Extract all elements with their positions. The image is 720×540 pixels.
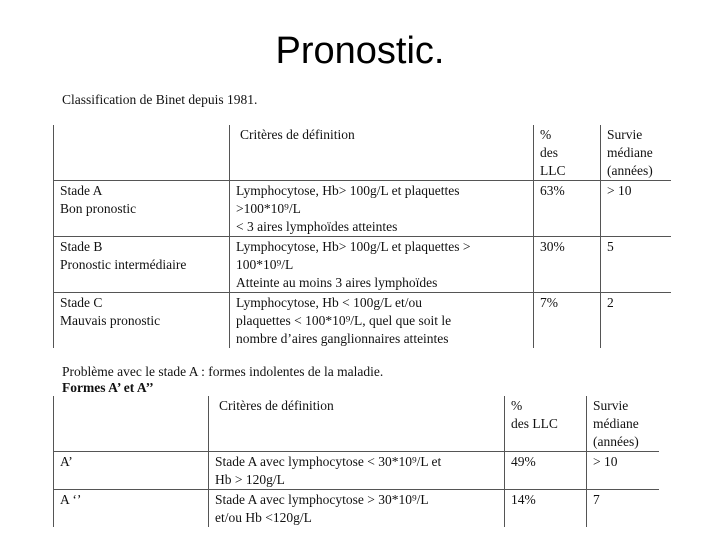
form-cell: A’	[54, 452, 209, 490]
stage-cell	[54, 293, 230, 349]
prognosis-label: Pronostic intermédiaire	[60, 257, 187, 272]
stage-label: Stade A	[60, 183, 103, 198]
criteria-line: Lymphocytose, Hb> 100g/L et plaquettes >	[236, 239, 471, 254]
header-empty-cell	[54, 396, 209, 452]
criteria-line: Stade A avec lymphocytose < 30*10⁹/L et	[215, 454, 442, 469]
prognosis-label: Bon pronostic	[60, 201, 137, 216]
percent-cell: 49%	[505, 452, 587, 490]
header-survival	[587, 396, 660, 452]
criteria-line: < 3 aires lymphoïdes atteintes	[236, 219, 398, 234]
table-header-row	[54, 396, 660, 452]
stage-cell	[54, 237, 230, 293]
header-survival-line: (années)	[593, 434, 639, 449]
criteria-cell	[230, 181, 534, 237]
survival-cell: > 10	[587, 452, 660, 490]
percent-cell: 7%	[534, 293, 601, 349]
header-percent-line: %	[540, 127, 552, 142]
header-percent	[534, 125, 601, 181]
criteria-cell	[230, 237, 534, 293]
indolent-subcaption: Formes A’ et A’’	[62, 380, 154, 395]
percent-cell: 30%	[534, 237, 601, 293]
header-percent-line: des LLC	[511, 416, 558, 431]
indolent-forms-table	[53, 396, 659, 527]
table-row-stage-c	[54, 293, 672, 349]
criteria-line: et/ou Hb <120g/L	[215, 510, 312, 525]
binet-table	[53, 125, 671, 348]
criteria-line: Lymphocytose, Hb < 100g/L et/ou	[236, 295, 422, 310]
header-criteria: Critères de définition	[209, 396, 505, 452]
survival-cell: > 10	[601, 181, 672, 237]
header-survival-line: Survie	[593, 398, 629, 413]
criteria-cell	[230, 293, 534, 349]
criteria-cell	[209, 452, 505, 490]
stage-label: Stade B	[60, 239, 103, 254]
header-percent-line: %	[511, 398, 523, 413]
criteria-cell	[209, 490, 505, 528]
prognosis-label: Mauvais pronostic	[60, 313, 161, 328]
header-survival-line: (années)	[607, 163, 653, 178]
criteria-line: plaquettes < 100*10⁹/L, quel que soit le	[236, 313, 452, 328]
header-percent-line: LLC	[540, 163, 566, 178]
indolent-caption: Problème avec le stade A : formes indolentes de la maladie.	[62, 364, 384, 379]
header-criteria: Critères de définition	[230, 125, 534, 181]
table-row-form-a-prime	[54, 452, 660, 490]
stage-label: Stade C	[60, 295, 103, 310]
header-survival	[601, 125, 672, 181]
header-empty-cell	[54, 125, 230, 181]
percent-cell: 63%	[534, 181, 601, 237]
criteria-line: Lymphocytose, Hb> 100g/L et plaquettes	[236, 183, 460, 198]
slide-title: Pronostic.	[275, 30, 445, 72]
form-cell: A ‘’	[54, 490, 209, 528]
criteria-line: Stade A avec lymphocytose > 30*10⁹/L	[215, 492, 429, 507]
header-percent-line: des	[540, 145, 558, 160]
stage-cell	[54, 181, 230, 237]
criteria-line: nombre d’aires ganglionnaires atteintes	[236, 331, 449, 346]
header-survival-line: médiane	[593, 416, 639, 431]
table-header-row	[54, 125, 672, 181]
survival-cell: 2	[601, 293, 672, 349]
binet-caption: Classification de Binet depuis 1981.	[62, 92, 258, 107]
survival-cell: 5	[601, 237, 672, 293]
criteria-line: 100*10⁹/L	[236, 257, 294, 272]
table-row-form-a-double-prime	[54, 490, 660, 528]
table-row-stage-a	[54, 181, 672, 237]
criteria-line: Hb > 120g/L	[215, 472, 285, 487]
header-survival-line: médiane	[607, 145, 653, 160]
table-row-stage-b	[54, 237, 672, 293]
survival-cell: 7	[587, 490, 660, 528]
header-survival-line: Survie	[607, 127, 643, 142]
criteria-line: Atteinte au moins 3 aires lymphoïdes	[236, 275, 438, 290]
header-percent	[505, 396, 587, 452]
criteria-line: >100*10⁹/L	[236, 201, 301, 216]
percent-cell: 14%	[505, 490, 587, 528]
